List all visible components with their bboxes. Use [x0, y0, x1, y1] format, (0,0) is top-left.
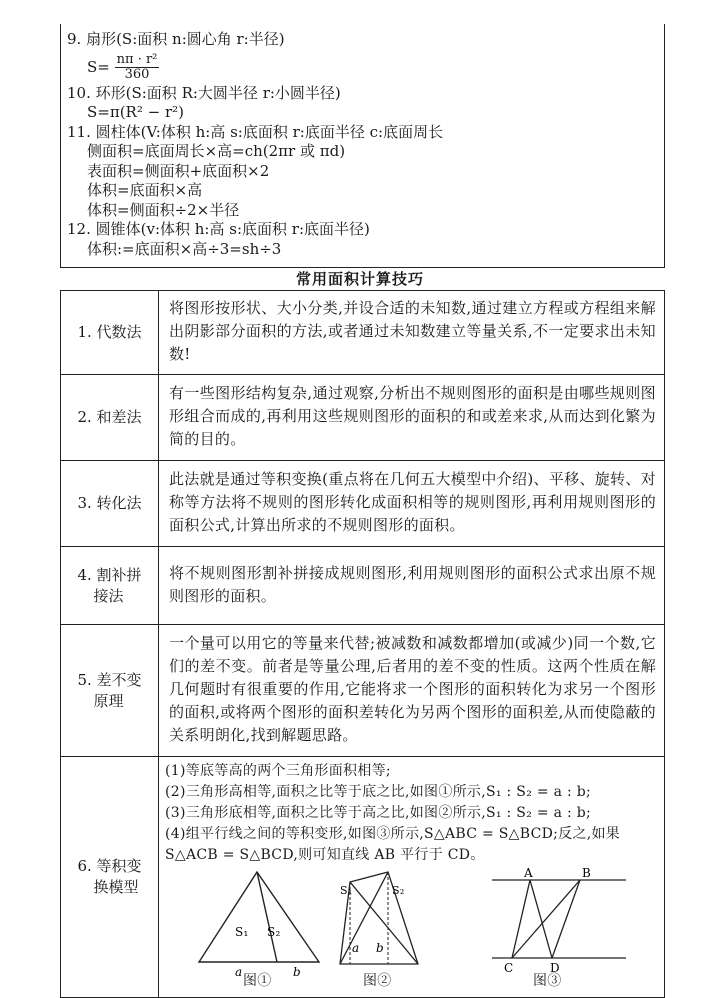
table-row: [61, 291, 665, 375]
table-row: [61, 547, 665, 625]
sector-numerator: nπ · r²: [116, 52, 158, 67]
method-name-line: 2. 和差法: [77, 408, 142, 426]
method-name: [61, 461, 159, 547]
figure-1-caption: 图①: [243, 973, 272, 989]
table-row: [61, 461, 665, 547]
method-name-line: 1. 代数法: [77, 323, 142, 341]
method-name-line: 6. 等积变: [77, 857, 142, 875]
formula-box: [60, 24, 665, 268]
figures: [165, 868, 658, 993]
figure-3-diagram: [490, 868, 630, 978]
formula-ring-equation: S=π(R² − r²): [87, 103, 185, 121]
formula-cylinder-surface: 表面积=侧面积+底面积×2: [87, 161, 270, 180]
model-line: (1)等底等高的两个三角形面积相等;: [165, 763, 391, 779]
section-title: 常用面积计算技巧: [295, 270, 424, 288]
figure-3-caption: 图③: [533, 973, 562, 989]
model-line: S△ACB = S△BCD,则可知直线 AB 平行于 CD。: [165, 847, 485, 863]
method-name-line: 原理: [93, 691, 124, 710]
table-row: [61, 757, 665, 998]
method-description: 有一些图形结构复杂,通过观察,分析出不规则图形的面积是由哪些规则图形组合而成的,再利用这些规则图形的面积的和或差来求,从而达到化繁为简的目的。: [159, 375, 665, 461]
figure-2-diagram: [330, 868, 440, 980]
formula-sector-title: 9. 扇形(S:面积 n:圆心角 r:半径): [67, 30, 285, 48]
fig1-label-s1: S₁: [235, 925, 249, 939]
method-description: 将不规则图形割补拼接成规则图形,利用规则图形的面积公式求出原不规则图形的面积。: [159, 547, 665, 625]
figure-1-diagram: [195, 868, 325, 978]
model-lines: [165, 761, 658, 866]
methods-table: [60, 290, 665, 998]
sector-fraction: [115, 53, 160, 82]
model-line: (4)组平行线之间的等积变形,如图③所示,S△ABC = S△BCD;反之,如果: [165, 826, 621, 842]
formula-sector-equation: [67, 50, 664, 84]
method-name-line: 接法: [93, 586, 124, 605]
fig2-label-b: b: [376, 941, 384, 955]
method-name: [61, 291, 159, 375]
formula-cone-title: 12. 圆锥体(v:体积 h:高 s:底面积 r:底面半径): [67, 220, 370, 238]
formula-cylinder-volume: 体积=底面积×高: [87, 181, 203, 199]
fig1-label-a: a: [235, 965, 243, 978]
method-name-block: [77, 565, 141, 607]
method-name-block: [77, 856, 141, 898]
fig3-label-d: D: [550, 961, 560, 975]
model-description: [159, 757, 665, 998]
method-name: [61, 375, 159, 461]
method-description: 此法就是通过等积变换(重点将在几何五大模型中介绍)、平移、旋转、对称等方法将不规则的图形转化成面积相等的规则图形,再利用规则图形的面积公式,计算出所求的不规则图形的面积。: [159, 461, 665, 547]
sector-denominator: 360: [124, 67, 150, 82]
method-description: 一个量可以用它的等量来代替;被减数和减数都增加(或减少)同一个数,它们的差不变。前者是等量公理,后者用的差不变的性质。这两个性质在解几何题时有很重要的作用,它能将求一个图形的面积转化为求另一个图形的面积,或将两个图形的面积差转化为另两个图形的面积差,从而使隐蔽的关系明朗化,找到解题思路。: [159, 625, 665, 757]
table-row: [61, 625, 665, 757]
fig1-label-b: b: [293, 965, 301, 978]
sector-lhs: S=: [87, 57, 110, 76]
formula-cone-volume: 体积:=底面积×高÷3=sh÷3: [87, 239, 282, 258]
method-name-line: 5. 差不变: [77, 670, 142, 689]
fig2-label-s2: S₂: [392, 884, 405, 897]
model-line: (3)三角形底相等,面积之比等于高之比,如图②所示,S₁ : S₂ = a : b;: [165, 805, 592, 821]
fig3-label-b: B: [582, 868, 592, 880]
fig2-label-a: a: [352, 941, 360, 955]
formula-cylinder-title: 11. 圆柱体(V:体积 h:高 s:底面积 r:底面半径 c:底面周长: [67, 122, 444, 141]
method-name: [61, 757, 159, 998]
table-row: [61, 375, 665, 461]
model-line: (2)三角形高相等,面积之比等于底之比,如图①所示,S₁ : S₂ = a : b;: [165, 784, 592, 800]
method-name: [61, 625, 159, 757]
method-description: 将图形按形状、大小分类,并设合适的未知数,通过建立方程或方程组来解出阴影部分面积的方法,或者通过未知数建立等量关系,不一定要求出未知数!: [159, 291, 665, 375]
formula-cylinder-lateral: 侧面积=底面周长×高=ch(2πr 或 πd): [87, 142, 346, 160]
method-name: [61, 547, 159, 625]
method-name-line: 换模型: [93, 878, 139, 896]
fig3-label-c: C: [504, 961, 514, 975]
method-name-line: 4. 割补拼: [77, 565, 142, 584]
method-name-line: 3. 转化法: [77, 494, 142, 512]
fig3-label-a: A: [524, 868, 533, 880]
formula-ring-title: 10. 环形(S:面积 R:大圆半径 r:小圆半径): [67, 83, 341, 102]
fig1-label-s2: S₂: [267, 925, 281, 939]
formula-cylinder-volume-alt: 体积=侧面积÷2×半径: [87, 200, 240, 219]
method-name-block: [77, 670, 141, 712]
fig2-label-s1: S₁: [340, 884, 353, 897]
figure-2-caption: 图②: [363, 973, 392, 989]
